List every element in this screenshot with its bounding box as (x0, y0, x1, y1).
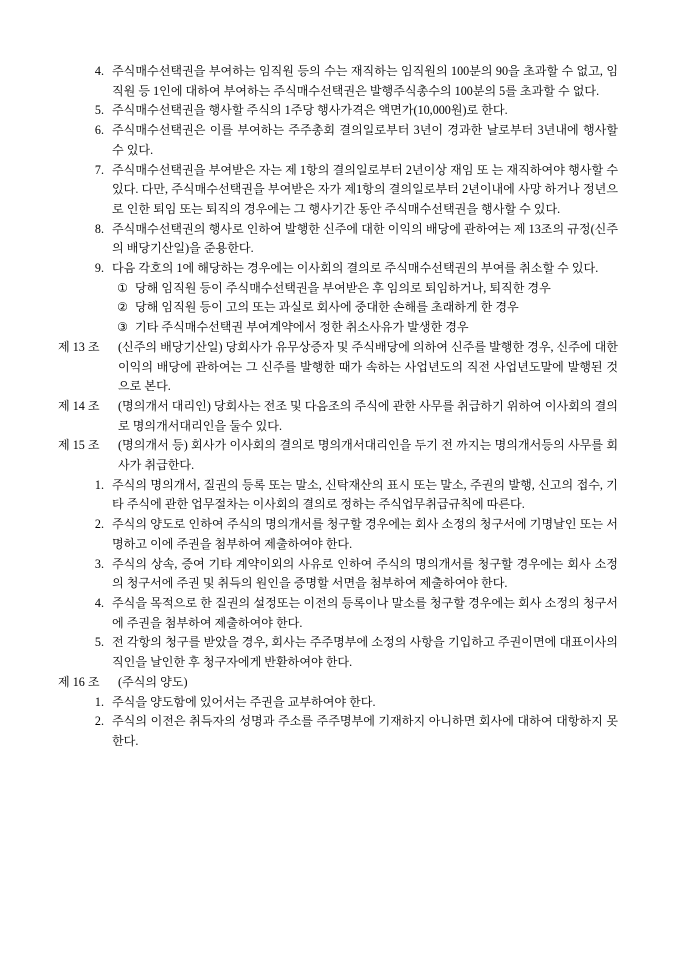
list-item (58, 62, 618, 101)
article-text: 회사가 이사회의 결의로 명의개서대리인을 두기 전 까지는 명의개서등의 사무를 회사가 취급한다. (118, 438, 619, 473)
list-item (58, 476, 618, 515)
list-item-marker: 5. (94, 103, 104, 118)
list-item-marker: ② (117, 300, 128, 315)
list-item-marker: 1. (94, 694, 104, 709)
list-item-marker: 3. (94, 556, 104, 571)
list-item (58, 318, 618, 338)
list-item-marker: 2. (94, 714, 104, 729)
list-item-text: 다음 각호의 1에 해당하는 경우에는 이사회의 결의로 주식매수선택권의 부여를 취소할 수 있다. (112, 261, 599, 276)
article-number: 제 16 조 (58, 674, 100, 689)
article-body (118, 673, 618, 693)
list-item (58, 555, 618, 594)
list-item (58, 712, 618, 751)
list-item-text: 주식매수선택권을 부여받은 자는 제 1항의 결의일로부터 2년이상 재임 또 는 재직하여야 행사할 수 있다. 다만, 주식매수선택권을 부여받은 자가 제1항의 결의일로부터 2년이내에 사망 하거나 정년으로 인한 퇴임 또는 퇴직의 경우에는 그 행사기간 동안 주식매수선택권을 행사할 수 있다. (112, 162, 618, 216)
list-item-marker: 9. (94, 261, 104, 276)
list-item-marker: 2. (94, 517, 104, 532)
list-item-text: 주식매수선택권을 행사할 주식의 1주당 행사가격은 액면가(10,000원)로 한다. (112, 103, 508, 118)
list-item-text: 주식매수선택권의 행사로 인하여 발행한 신주에 대한 이익의 배당에 관하여는 제 13조의 규정(신주의 배당기산일)을 준용한다. (112, 221, 618, 256)
list-item-marker: 4. (94, 595, 104, 610)
list-item (58, 633, 618, 672)
article-number: 제 15 조 (58, 438, 100, 453)
article-heading (58, 397, 618, 436)
list-item-text: 주식을 양도함에 있어서는 주권을 교부하여야 한다. (112, 694, 376, 709)
document-body (58, 62, 618, 752)
list-item-marker: 6. (94, 123, 104, 138)
list-item-marker: 5. (94, 635, 104, 650)
list-item (58, 161, 618, 220)
list-item-text: 주식매수선택권은 이를 부여하는 주주총회 결의일로부터 3년이 경과한 날로부터 3년내에 행사할 수 있다. (112, 123, 618, 157)
article-text: 당회사는 전조 및 다음조의 주식에 관한 사무를 취급하기 위하여 이사회의 결의로 명의개서대리인을 둘수 있다. (118, 398, 618, 433)
list-item (58, 693, 618, 713)
list-item-text: 주식의 양도로 인하여 주식의 명의개서를 청구할 경우에는 회사 소정의 청구서에 기명날인 또는 서명하고 이에 주권을 첨부하여 제출하여야 한다. (112, 517, 618, 551)
list-item (58, 594, 618, 633)
article-heading (58, 673, 618, 693)
article-number: 제 14 조 (58, 398, 100, 413)
list-item-text: 주식의 이전은 취득자의 성명과 주소를 주주명부에 기재하지 아니하면 회사에 대하여 대항하지 못한다. (112, 714, 618, 748)
list-item-marker: 8. (94, 221, 104, 236)
article-title: (신주의 배당기산일) (118, 339, 223, 354)
article-body (118, 338, 618, 397)
article-title: (명의개서 등) (118, 438, 188, 453)
list-item (58, 515, 618, 554)
article-title: (주식의 양도) (118, 674, 188, 689)
list-item (58, 220, 618, 259)
list-item-marker: 4. (94, 64, 104, 78)
list-item-text: 주식을 목적으로 한 질권의 설정또는 이전의 등록이나 말소를 청구할 경우에는 회사 소정의 청구서에 주권을 첨부하여 제출하여야 한다. (112, 595, 618, 630)
list-item (58, 298, 618, 318)
list-item (58, 101, 618, 121)
list-item-text: 기타 주식매수선택권 부여계약에서 정한 취소사유가 발생한 경우 (135, 320, 469, 335)
list-item-marker: ③ (117, 320, 128, 335)
list-item-text: 당해 임직원 등이 고의 또는 과실로 회사에 중대한 손해를 초래하게 한 경우 (135, 300, 519, 315)
list-item-text: 전 각항의 청구를 받았을 경우, 회사는 주주명부에 소정의 사항을 기입하고 주권이면에 대표이사의 직인을 날인한 후 청구자에게 반환하여야 한다. (112, 635, 618, 670)
article-number: 제 13 조 (58, 339, 100, 354)
article-body (118, 397, 618, 436)
list-item-marker: ① (117, 280, 128, 295)
article-heading (58, 436, 618, 475)
article-heading (58, 338, 618, 397)
list-item (58, 279, 618, 299)
article-title: (명의개서 대리인) (118, 398, 211, 413)
list-item-text: 주식매수선택권을 부여하는 임직원 등의 수는 재직하는 임직원의 100분의 90을 초과할 수 없고, 임직원 등 1인에 대하여 부여하는 주식매수선택권은 발행주식총수의 100분의 5를 초과할 수 없다. (112, 64, 618, 98)
list-item-text: 주식의 명의개서, 질권의 등록 또는 말소, 신탁재산의 표시 또는 말소, 주권의 발행, 신고의 접수, 기타 주식에 관한 업무절차는 이사회의 결의로 정하는 주식업무취급규칙에 따른다. (112, 477, 618, 512)
list-item (58, 121, 618, 160)
article-text: 당회사가 유무상증자 및 주식배당에 의하여 신주를 발행한 경우, 신주에 대한 이익의 배당에 관하여는 그 신주를 발행한 때가 속하는 사업년도의 직전 사업년도말에 발행된 것으로 본다. (118, 339, 618, 394)
list-item-text: 주식의 상속, 증여 기타 계약이외의 사유로 인하여 주식의 명의개서를 청구할 경우에는 회사 소정의 청구서에 주권 및 취득의 원인을 증명할 서면을 첨부하여 제출하여야 한다. (112, 556, 618, 591)
list-item (58, 259, 618, 279)
list-item-marker: 1. (94, 477, 104, 492)
list-item-marker: 7. (94, 162, 104, 177)
list-item-text: 당해 임직원 등이 주식매수선택권을 부여받은 후 임의로 퇴임하거나, 퇴직한 경우 (135, 280, 551, 295)
article-body (118, 436, 618, 475)
